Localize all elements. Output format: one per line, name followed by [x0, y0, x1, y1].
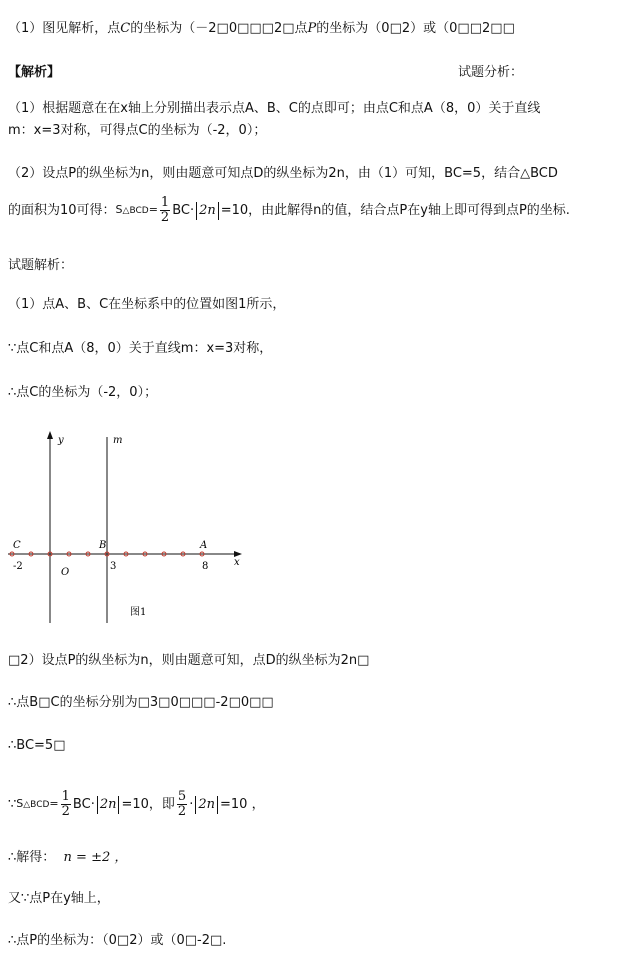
solution-text: -2	[215, 695, 229, 710]
solution-line-9: 又∵点P在y轴上，	[8, 891, 110, 906]
answer-text: 0	[228, 21, 238, 36]
analysis-line-4	[8, 196, 570, 225]
solution-line-8	[8, 849, 127, 867]
figure-caption: 图1	[130, 607, 147, 618]
solution-text: =10，即	[121, 796, 175, 812]
fraction-five-halves: $\frac{5}{2}$	[177, 789, 187, 819]
solution-text: 2）设点P的纵坐标为n，则由题意可知，点D的纵坐标为2n	[20, 653, 358, 668]
tick-label-3: 3	[110, 561, 117, 572]
area-symbol: S△BCD=	[115, 203, 158, 216]
answer-text: 的坐标为（0	[316, 21, 390, 36]
x-axis-label: x	[234, 557, 240, 568]
solution-text: ∵	[8, 796, 17, 812]
solution-title: 试题解析：	[8, 258, 74, 273]
answer-text: 的坐标为（－2	[130, 21, 217, 36]
solution-line-7: ∵ S△BCD= $\frac{1}{2}$ BC· 2n =10，即 $\frac{5}{2}$ · 2n =10 ，	[8, 789, 265, 819]
abs-2n: 2n	[97, 796, 120, 814]
solution-line-5: ∴点B□C的坐标分别为□3□0□□□-2□0□□	[8, 695, 274, 710]
analysis-subheading: 试题分析：	[458, 65, 524, 80]
solution-text: =10 ，	[220, 796, 265, 812]
solution-line-10: ∴点P的坐标为：（0□2）或（0□-2□.	[8, 933, 227, 948]
origin-label: O	[61, 567, 70, 578]
analysis-line-1: （1）根据题意在在x轴上分别描出表示点A、B、C的点即可；由点C和点A（8，0）关于直线	[8, 101, 541, 116]
tick-label-neg2: -2	[13, 561, 23, 572]
solution-text: BC·	[72, 796, 95, 812]
point-c-label: C	[13, 540, 21, 551]
analysis-text: BC·	[172, 202, 195, 218]
solution-text: ∴点P的坐标为：（0	[8, 933, 117, 948]
solution-line-1: （1）点A、B、C在坐标系中的位置如图1所示，	[8, 297, 286, 312]
analysis-text: =10，由此解得n的值，结合点P在y轴上即可得到点P的坐标.	[220, 202, 570, 218]
fraction-one-half: $\frac{1}{2}$	[160, 195, 170, 225]
solution-text: 0	[170, 695, 179, 710]
y-axis-label: y	[58, 435, 64, 446]
point-p-label: P	[307, 21, 317, 36]
answer-line: （1）图见解析，点C的坐标为（－2□0□□□2□点P的坐标为（0□2）或（0□□2□□	[8, 21, 515, 36]
solution-text: 0	[240, 695, 250, 710]
solution-text: n = ±2 ，	[63, 850, 128, 865]
solution-text: 3	[149, 695, 159, 710]
solution-line-4: □2）设点P的纵坐标为n，则由题意可知，点D的纵坐标为2n□	[8, 653, 370, 668]
abs-2n: 2n	[196, 202, 219, 220]
answer-text: 2	[273, 21, 283, 36]
point-c-label: C	[120, 21, 131, 36]
analysis-heading: 【解析】	[8, 65, 61, 80]
solution-line-2: ∵点C和点A（8，0）关于直线m：x=3对称，	[8, 341, 273, 356]
solution-text: -2	[197, 933, 210, 948]
point-a-label: A	[200, 540, 208, 551]
solution-text: ∴BC=5	[8, 738, 54, 753]
answer-text: （1）图见解析，点	[8, 21, 121, 36]
figure-1	[0, 425, 260, 630]
tick-label-8: 8	[202, 561, 209, 572]
solution-line-6: ∴BC=5□	[8, 738, 66, 753]
fraction-one-half: $\frac{1}{2}$	[61, 789, 70, 819]
line-m-label: m	[113, 435, 123, 446]
solution-line-3: ∴点C的坐标为（-2，0）；	[8, 385, 158, 400]
area-symbol: S△BCD=	[16, 797, 59, 810]
analysis-text: 的面积为10可得：	[8, 202, 116, 218]
answer-text: 2	[482, 21, 491, 36]
solution-text: .	[222, 933, 227, 948]
solution-text: 2）或（0	[129, 933, 185, 948]
analysis-line-2: m：x=3对称，可得点C的坐标为（-2，0）；	[8, 123, 267, 138]
abs-2n: 2n	[195, 796, 218, 814]
point-b-label: B	[99, 540, 107, 551]
answer-text: 点	[294, 21, 308, 36]
y-axis-arrow	[47, 431, 53, 439]
solution-text: ∴解得：	[8, 850, 56, 865]
answer-text: 2）或（0	[401, 21, 458, 36]
solution-text: C的坐标分别为	[50, 695, 138, 710]
solution-text: ∴点B	[8, 695, 39, 710]
analysis-line-3: （2）设点P的纵坐标为n，则由题意可知点D的纵坐标为2n，由（1）可知，BC=5，结合△BCD	[8, 166, 558, 181]
